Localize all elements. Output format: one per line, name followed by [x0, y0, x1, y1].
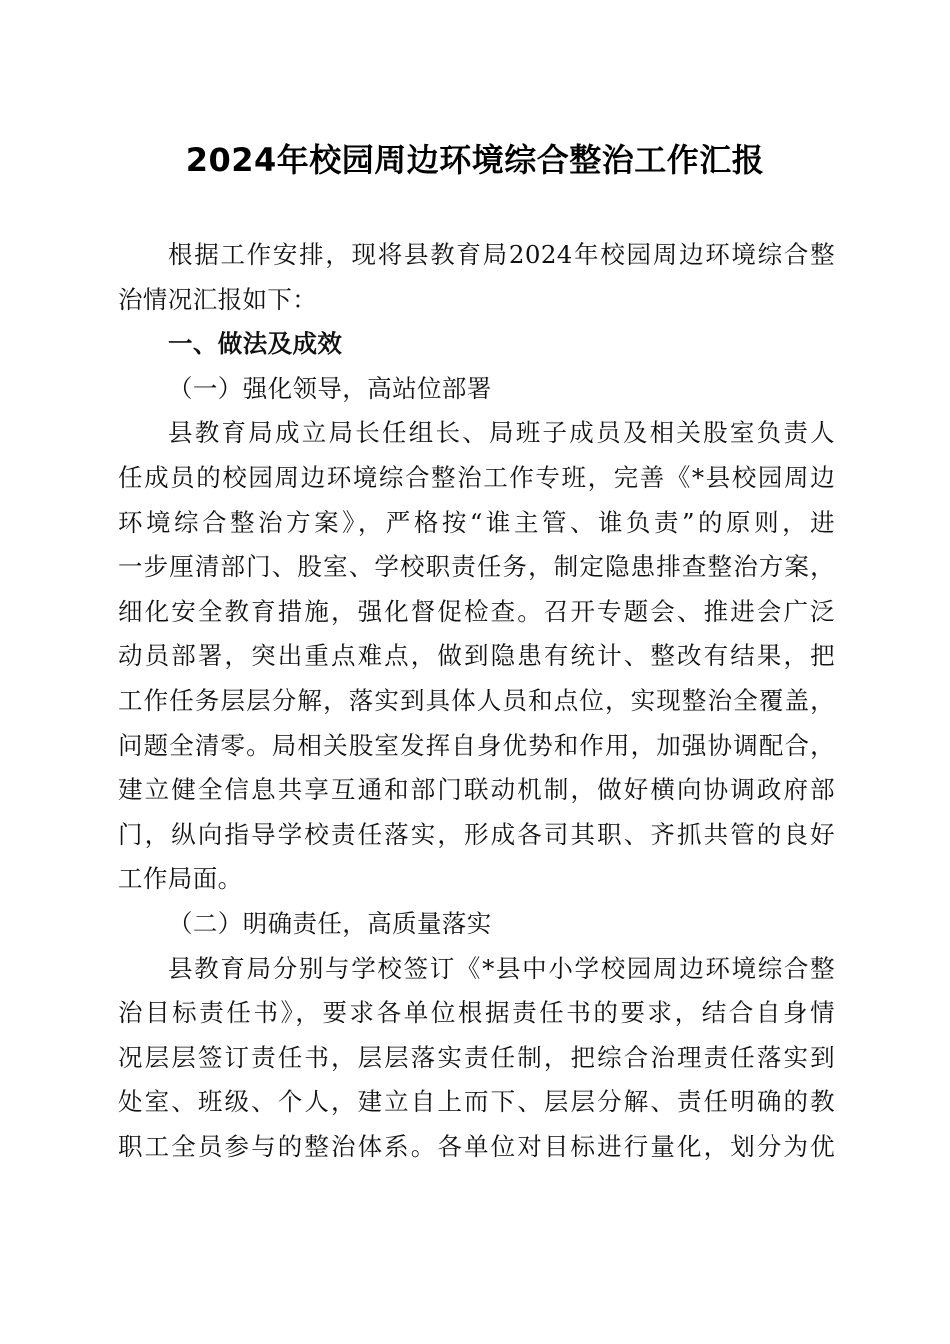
paragraph-line: 职工全员参与的整治体系。各单位对目标进行量化，划分为优	[118, 1131, 835, 1161]
paragraph-line: 细化安全教育措施，强化督促检查。召开专题会、推进会广泛	[118, 596, 835, 626]
paragraph-line: 工作任务层层分解，落实到具体人员和点位，实现整治全覆盖，	[118, 685, 835, 715]
paragraph-line: 县教育局分别与学校签订《*县中小学校园周边环境综合整	[168, 953, 835, 983]
paragraph-line: 况层层签订责任书，层层落实责任制，把综合治理责任落实到	[118, 1042, 835, 1072]
document-title: 2024年校园周边环境综合整治工作汇报	[185, 141, 765, 179]
paragraph-line: 建立健全信息共享互通和部门联动机制，做好横向协调政府部	[118, 775, 835, 805]
intro-line: 治情况汇报如下：	[118, 284, 318, 314]
subsection-heading: （二）明确责任，高质量落实	[168, 908, 492, 938]
paragraph-line: 县教育局成立局长任组长、局班子成员及相关股室负责人	[168, 418, 835, 448]
intro-line: 根据工作安排，现将县教育局2024年校园周边环境综合整	[168, 240, 835, 269]
paragraph-line: 一步厘清部门、股室、学校职责任务，制定隐患排查整治方案，	[118, 552, 835, 582]
subsection-heading: （一）强化领导，高站位部署	[168, 373, 492, 403]
paragraph-line: 任成员的校园周边环境综合整治工作专班，完善《*县校园周边	[118, 462, 835, 492]
document-body	[118, 233, 835, 1169]
paragraph-line: 工作局面。	[118, 864, 243, 894]
paragraph-line: 环境综合整治方案》，严格按“谁主管、谁负责”的原则，进	[118, 507, 835, 537]
paragraph-line: 动员部署，突出重点难点，做到隐患有统计、整改有结果，把	[118, 641, 835, 671]
paragraph-line: 处室、班级、个人，建立自上而下、层层分解、责任明确的教	[118, 1087, 835, 1117]
paragraph-line: 门，纵向指导学校责任落实，形成各司其职、齐抓共管的良好	[118, 819, 835, 849]
paragraph-line: 治目标责任书》，要求各单位根据责任书的要求，结合自身情	[118, 998, 835, 1028]
paragraph-line: 问题全清零。局相关股室发挥自身优势和作用，加强协调配合，	[118, 730, 835, 760]
section-heading: 一、做法及成效	[168, 329, 343, 359]
